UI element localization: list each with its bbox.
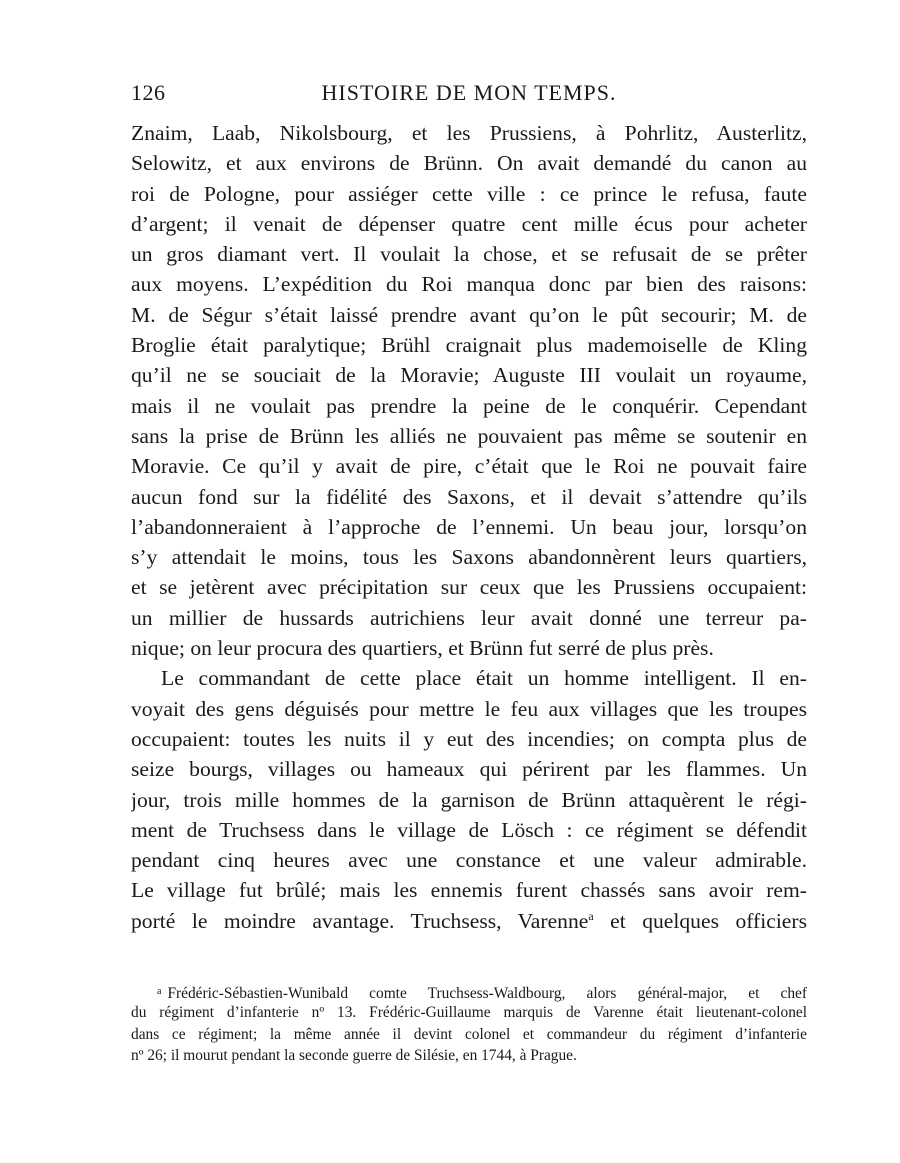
text-line: mais il ne voulait pas prendre la peine de le conquérir. Cependant: [131, 393, 807, 418]
text-line: seize bourgs, villages ou hameaux qui périrent par les flammes. Un: [131, 757, 807, 782]
body-text: [131, 118, 807, 936]
text-line: roi de Pologne, pour assiéger cette ville : ce prince le refusa, faute: [131, 181, 807, 206]
text-line: Broglie était paralytique; Brühl craignait plus mademoiselle de Kling: [131, 333, 807, 358]
text-line: sans la prise de Brünn les alliés ne pouvaient pas même se soutenir en: [131, 423, 807, 448]
running-title: HISTOIRE DE MON TEMPS.: [321, 80, 617, 105]
text-line: jour, trois mille hommes de la garnison de Brünn attaquèrent le régi-: [131, 787, 807, 812]
page-number: 126: [131, 80, 166, 105]
text-line: aucun fond sur la fidélité des Saxons, et il devait s’attendre qu’ils: [131, 484, 807, 509]
footnote: [131, 981, 807, 1067]
text-line: Le commandant de cette place était un homme intelligent. Il en-: [161, 666, 807, 691]
footnote-line: dans ce régiment; la même année il devint colonel et commandeur du régiment d’infanterie: [131, 1025, 807, 1043]
text-line: Selowitz, et aux environs de Brünn. On avait demandé du canon au: [131, 151, 807, 176]
text-segment: et quelques officiers: [610, 908, 807, 933]
footnote-text: Frédéric-Sébastien-Wunibald comte Truchsess-Waldbourg, alors général-major, et chef: [167, 985, 807, 1002]
text-line: Moravie. Ce qu’il y avait de pire, c’était que le Roi ne pouvait faire: [131, 454, 807, 479]
text-line: Znaim, Laab, Nikolsbourg, et les Prussiens, à Pohrlitz, Austerlitz,: [131, 121, 807, 145]
text-line: qu’il ne se souciait de la Moravie; Auguste III voulait un royaume,: [131, 363, 807, 388]
footnote-line: du régiment d’infanterie nº 13. Frédéric-Guillaume marquis de Varenne était lieutenant-colonel: [131, 1004, 807, 1022]
text-line: M. de Ségur s’était laissé prendre avant qu’on le pût secourir; M. de: [131, 302, 807, 327]
footnote-line: [131, 981, 807, 1002]
text-line: s’y attendait le moins, tous les Saxons abandonnèrent leurs quartiers,: [131, 545, 807, 570]
text-line: l’abandonneraient à l’approche de l’ennemi. Un beau jour, lorsqu’on: [131, 514, 807, 539]
text-line: un millier de hussards autrichiens leur avait donné une terreur pa-: [131, 605, 807, 630]
text-line: aux moyens. L’expédition du Roi manqua donc par bien des raisons:: [131, 272, 807, 297]
text-line: un gros diamant vert. Il voulait la chose, et se refusait de se prêter: [131, 242, 807, 267]
running-head: [131, 80, 807, 110]
text-line: ment de Truchsess dans le village de Lösch : ce régiment se défendit: [131, 817, 807, 842]
text-line: pendant cinq heures avec une constance et une valeur admirable.: [131, 848, 807, 873]
text-line: [131, 906, 807, 936]
footnote-line: nº 26; il mourut pendant la seconde guerre de Silésie, en 1744, à Prague.: [131, 1047, 577, 1065]
text-line: nique; on leur procura des quartiers, et Brünn fut serré de plus près.: [131, 636, 714, 661]
text-line: occupaient: toutes les nuits il y eut des incendies; on compta plus de: [131, 726, 807, 751]
text-line: et se jetèrent avec précipitation sur ceux que les Prussiens occupaient:: [131, 575, 807, 600]
text-segment: porté le moindre avantage. Truchsess, Varenne: [131, 908, 589, 933]
text-line: Le village fut brûlé; mais les ennemis furent chassés sans avoir rem-: [131, 878, 807, 903]
text-line: d’argent; il venait de dépenser quatre cent mille écus pour acheter: [131, 211, 807, 236]
footnote-marker: a: [157, 986, 162, 997]
footnote-reference[interactable]: a: [588, 908, 594, 923]
text-line: voyait des gens déguisés pour mettre le feu aux villages que les troupes: [131, 696, 807, 721]
